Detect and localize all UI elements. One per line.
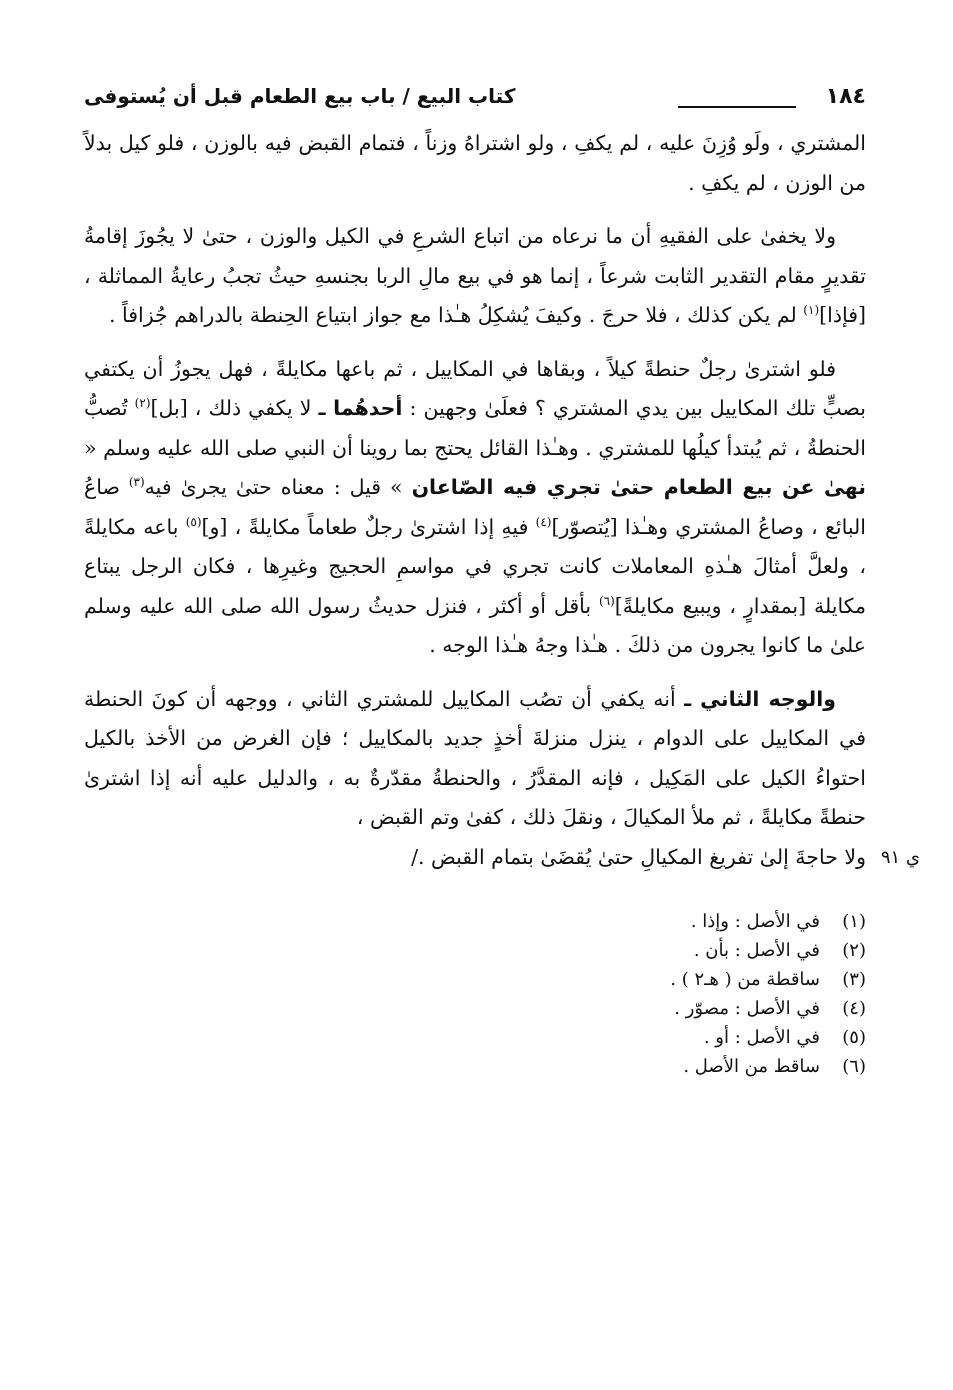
footnote-item: (٥) في الأصل : أو . (703, 1027, 866, 1048)
footnotes (84, 907, 866, 1081)
footnote-item: (١) في الأصل : وإذا . (690, 911, 866, 932)
page-header (84, 78, 866, 124)
second-view-heading: والوجه الثاني ـ (684, 686, 836, 711)
page-number: ١٨٤ (825, 84, 866, 109)
footnote-ref-3[interactable]: (٣) (128, 475, 145, 490)
paragraph-4: والوجه الثاني ـ أنه يكفي أن تصُب المكاييل للمشتري الثاني ، ووجهه أن كونَ الحنطة في المكاييل على الدوام ، ينزل منزلةَ أخذٍ جديد بالمكاييل ؛ فإن الغرض من الأخذ بالكيل احتواءُ الكيل على المَكِيل ، فإنه المقدَّرُ ، والحنطةُ مقدّرةٌ به ، والدليل عليه أنه إذا اشترىٰ حنطةً مكايلةً ، ثم ملأ المكيالَ ، ونقلَ ذلك ، كفىٰ وتم القبض ، (84, 686, 866, 829)
footnote-item: (٣) ساقطة من ( هـ٢ ) . (670, 969, 866, 990)
running-title: كتاب البيع / باب بيع الطعام قبل أن يُستوفى (84, 84, 516, 108)
footnote-ref-4[interactable]: (٤) (535, 514, 552, 529)
header-rule (678, 106, 796, 108)
first-view-heading: أحدهُما ـ (318, 396, 403, 420)
footnote-ref-2[interactable]: (٢) (134, 396, 151, 411)
paragraph-4-last-line: ولا حاجةَ إلىٰ تفريغ المكيالِ حتىٰ يُقضَىٰ بتمام القبض ./ ي ٩١ (84, 838, 866, 878)
paragraph-3: فلو اشترىٰ رجلٌ حنطةً كيلاً ، وبقاها في المكاييل ، ثم باعها مكايلةً ، فهل يجوزُ أن يكتفي بصبٍّ تلك المكاييل بين يدي المشتري ؟ فعلَىٰ وجهين : أحدهُما ـ لا يكفي ذلك ، [بل]$^{(٢)}$ تُصبُّ الحنطةُ ، ثم يُبتدأ كيلُها للمشتري . وهـٰذا القائل يحتج بما روينا أن النبي صلى الله عليه وسلم « نهىٰ عن بيع الطعام حتىٰ تجري فيه الصّاعان » قيل : معناه حتىٰ يجرىٰ فيه$^{(٣)}$ صاعُ البائع ، وصاعُ المشتري وهـٰذا [يُتصوّر]$^{(٤)}$ فيهِ إذا اشترىٰ رجلٌ طعاماً مكايلةً ، [و]$^{(٥)}$ باعه مكايلةً ، ولعلَّ أمثالَ هـٰذهِ المعاملات كانت تجري في مواسمِ الحجيج وغيرِها ، فكان الرجل يبتاع مكايلة [بمقدارٍ ، ويبيع مكايلةً]$^{(٦)}$ بأقل أو أكثر ، فنزل حديثُ رسول الله صلى الله عليه وسلم علىٰ ما كانوا يجرون من ذلكَ . هـٰذا وجهُ هـٰذا الوجه . (84, 356, 866, 657)
book-page (84, 78, 920, 1081)
footnote-item: (٤) في الأصل : مصوّر . (674, 998, 866, 1019)
hadith-quote: نهىٰ عن بيع الطعام حتىٰ تجري فيه الصّاعان (411, 475, 866, 499)
manuscript-folio-note: ي ٩١ (880, 846, 920, 868)
paragraph-2: ولا يخفىٰ على الفقيهِ أن ما نرعاه من اتباع الشرعِ في الكيل والوزن ، حتىٰ لا يجُوزَ إقامةُ تقديرٍ مقام التقدير الثابت شرعاً ، إنما هو في بيع مالِ الربا بجنسهِ حيثُ تجبُ رعايةُ المماثلة ، [فإذا]$^{(١)}$ لم يكن كذلك ، فلا حرجَ . وكيفَ يُشكِلُ هـٰذا مع جواز ابتياع الحِنطة بالدراهم جُزافاً . (84, 224, 866, 327)
footnote-ref-6[interactable]: (٦) (598, 593, 615, 608)
footnote-item: (٢) في الأصل : بأن . (693, 940, 866, 961)
footnote-ref-1[interactable]: (١) (803, 303, 820, 318)
footnote-ref-5[interactable]: (٥) (185, 514, 202, 529)
main-text (84, 124, 920, 877)
paragraph-1: المشتري ، ولَو وُزِنَ عليه ، لم يكفِ ، ولو اشتراهُ وزناً ، فتمام القبض فيه بالوزن ، فلو كيل بدلاً من الوزن ، لم يكفِ . (84, 131, 866, 195)
footnote-item: (٦) ساقط من الأصل . (683, 1056, 866, 1077)
